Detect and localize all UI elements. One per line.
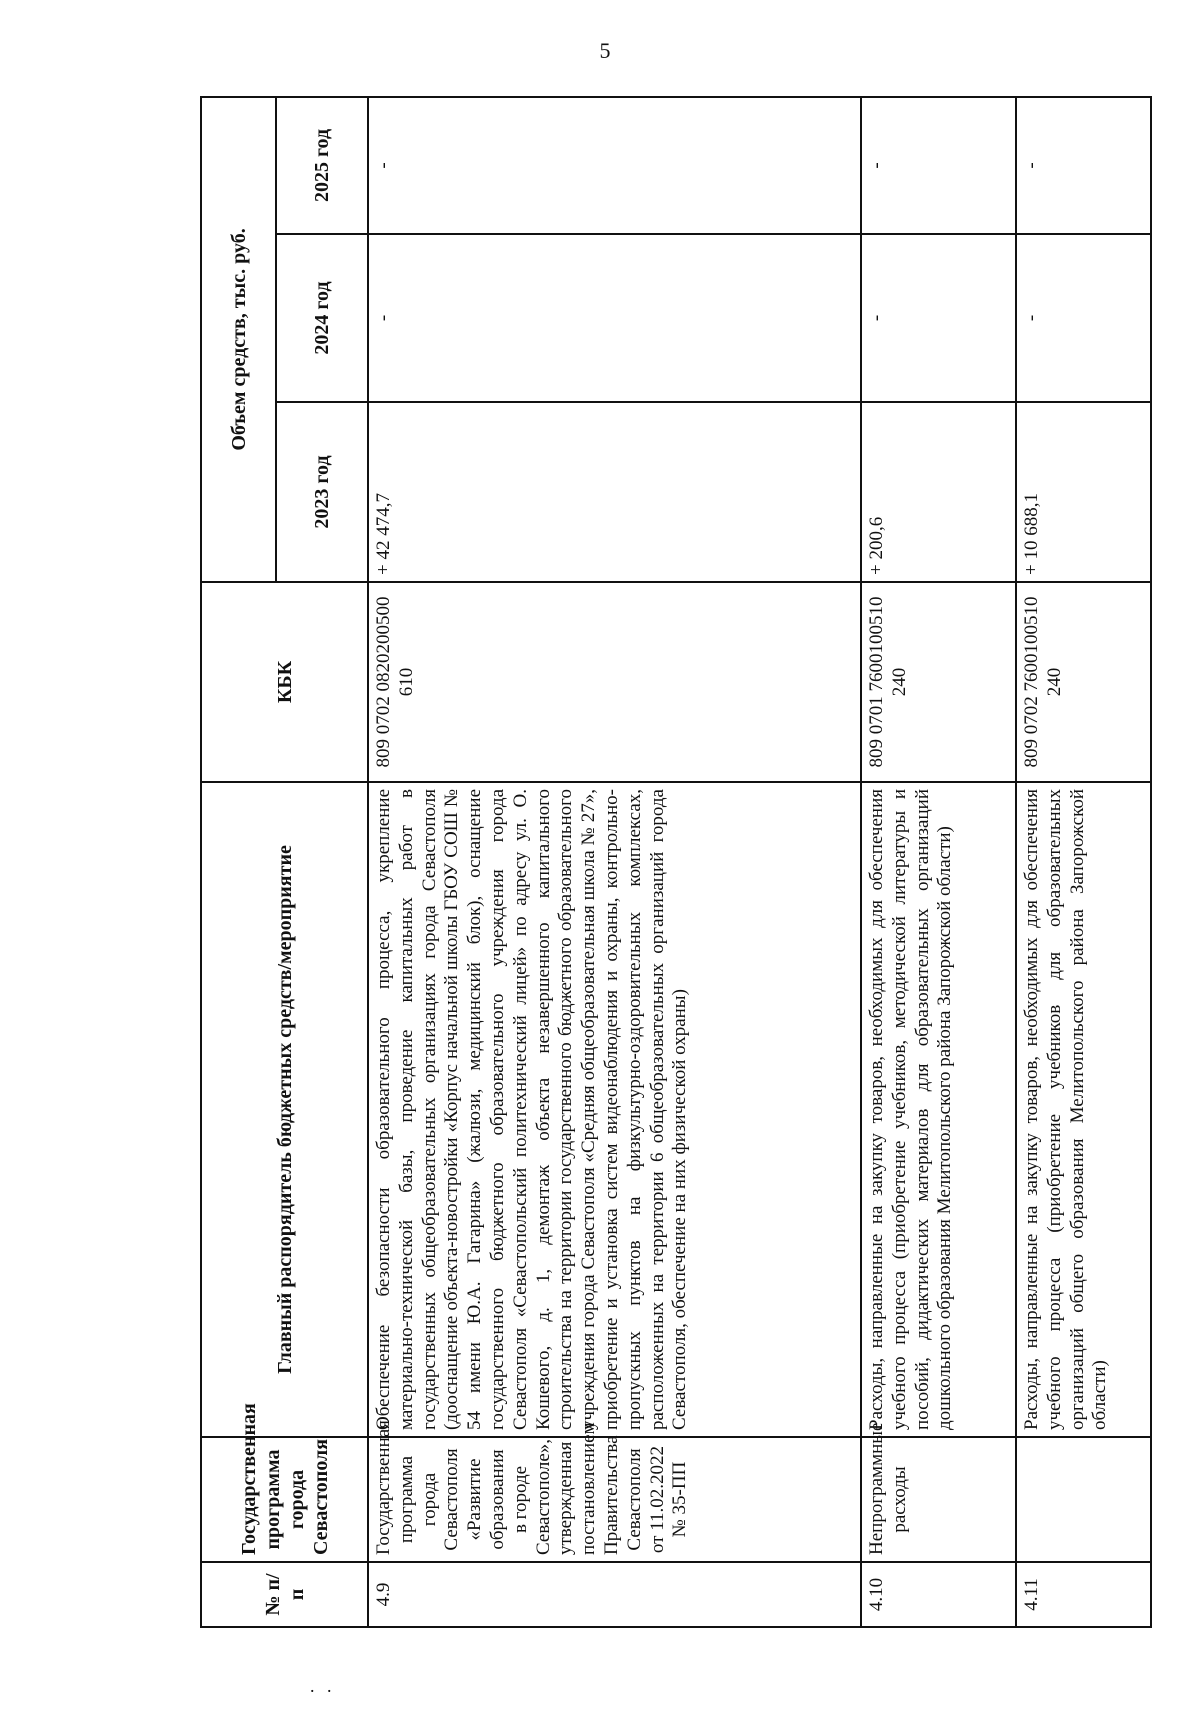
budget-table bbox=[200, 96, 1152, 1628]
page-number: 5 bbox=[599, 38, 611, 63]
header-2025: 2025 год bbox=[276, 97, 368, 234]
row-2024: - bbox=[1016, 234, 1151, 402]
header-manager: Главный распорядитель бюджетных средств/мероприятие bbox=[201, 782, 368, 1437]
row-2025: - bbox=[861, 97, 1016, 234]
header-row-1 bbox=[201, 97, 276, 1627]
row-description: Расходы, направленные на закупку товаров, необходимых для обеспечения учебного процесса (приобретение учебников для образовательных организаций общего образования Мелитопольского района Запорожской области) bbox=[1016, 782, 1151, 1437]
row-2024: - bbox=[861, 234, 1016, 402]
row-num: 4.11 bbox=[1016, 1562, 1151, 1627]
row-2025: - bbox=[1016, 97, 1151, 234]
row-2023: + 42 474,7 bbox=[368, 402, 861, 582]
table-row bbox=[861, 97, 1016, 1627]
row-num: 4.9 bbox=[368, 1562, 861, 1627]
header-num: № п/п bbox=[201, 1562, 368, 1627]
row-2024: - bbox=[368, 234, 861, 402]
row-2023: + 200,6 bbox=[861, 402, 1016, 582]
header-kbk: КБК bbox=[201, 582, 368, 782]
row-num: 4.10 bbox=[861, 1562, 1016, 1627]
row-program bbox=[1016, 1437, 1151, 1562]
row-program: Государственная программа города Севастополя «Развитие образования в городе Севастополе», утвержденная постановлением Правительства Севастополя от 11.02.2022 № 35-ПП bbox=[368, 1437, 861, 1562]
row-2025: - bbox=[368, 97, 861, 234]
table-row bbox=[368, 97, 861, 1627]
header-2024: 2024 год bbox=[276, 234, 368, 402]
row-2023: + 10 688,1 bbox=[1016, 402, 1151, 582]
footer-mark: . . bbox=[310, 1676, 336, 1696]
row-description: Расходы, направленные на закупку товаров, необходимых для обеспечения учебного процесса (приобретение учебников, методической литературы и пособий, дидактических материалов для образовательных организаций дошкольного образования Мелитопольского района Запорожской области) bbox=[861, 782, 1016, 1437]
rotated-table-container bbox=[200, 98, 1150, 1628]
row-description: Обеспечение безопасности образовательного процесса, укрепление материально-технической базы, проведение капитальных работ в государственных общеобразовательных организациях города Севастополя (дооснащение объекта-новостройки «Корпус начальной школы ГБОУ СОШ № 54 имени Ю.А. Гагарина» (жалюзи, медицинский блок), оснащение государственного бюджетного образовательного учреждения города Севастополя «Севастопольский политехнический лицей» по адресу ул. О. Кошевого, д. 1, демонтаж объекта незавершенного капитального строительства на территории государственного бюджетного образовательного учреждения города Севастополя «Средняя общеобразовательная школа № 27», приобретение и установка систем видеонаблюдения и охраны, контрольно-пропускных пунктов на физкультурно-оздоровительных комплексах, расположенных на территории 6 общеобразовательных организаций города Севастополя, обеспечение на них физической охраны) bbox=[368, 782, 861, 1437]
header-program: Государственная программа города Севастополя bbox=[201, 1437, 368, 1562]
row-program: Непрограммные расходы bbox=[861, 1437, 1016, 1562]
row-kbk: 809 0702 7600100510 240 bbox=[1016, 582, 1151, 782]
row-kbk: 809 0702 0820200500 610 bbox=[368, 582, 861, 782]
table-row bbox=[1016, 97, 1151, 1627]
header-2023: 2023 год bbox=[276, 402, 368, 582]
header-volume: Объем средств, тыс. руб. bbox=[201, 97, 276, 582]
row-kbk: 809 0701 7600100510 240 bbox=[861, 582, 1016, 782]
